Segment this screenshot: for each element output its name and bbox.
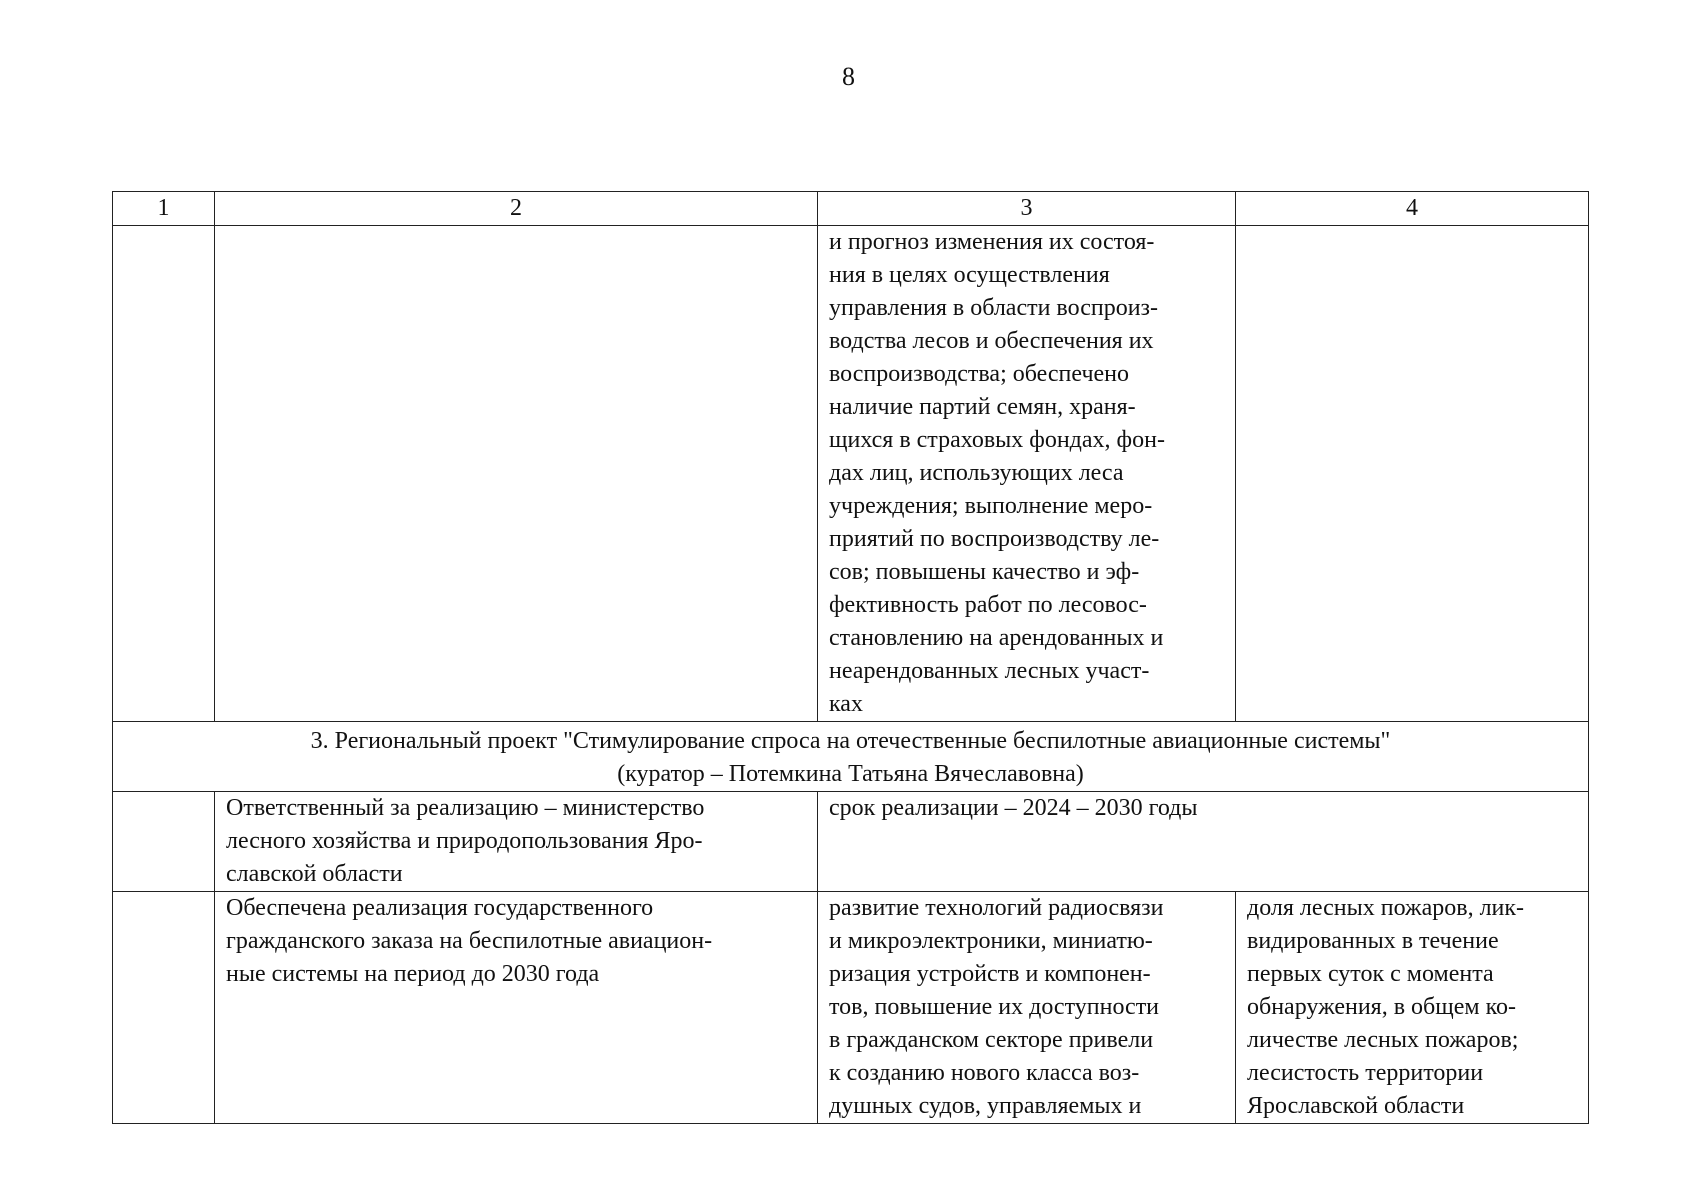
column-header-4: 4 bbox=[1236, 192, 1589, 226]
column-header-3: 3 bbox=[818, 192, 1236, 226]
cell-continuation-col3: и прогноз изменения их состоя- ния в целях осуществления управления в области воспроиз- водства лесов и обеспечения их воспроизводства; обеспечено наличие партий семян, храня- щихся в страховых фондах, фон- дах лиц, использующих леса учреждения; выполнение меро- приятий по воспроизводству ле- сов; повышены качество и эф- фективность работ по лесовос- становлению на арендованных и неарендованных лесных участ- ках bbox=[818, 226, 1236, 722]
cell-result-col4: доля лесных пожаров, лик- видированных в течение первых суток с момента обнаружения, в общем ко- личестве лесных пожаров; лесистость территории Ярославской области bbox=[1236, 892, 1589, 1124]
document-table bbox=[112, 191, 1589, 1124]
page-number: 8 bbox=[842, 62, 855, 91]
cell-responsible-col1 bbox=[113, 792, 215, 892]
cell-continuation-col4 bbox=[1236, 226, 1589, 722]
section-heading-row bbox=[113, 722, 1589, 792]
cell-responsible-col2: Ответственный за реализацию – министерство лесного хозяйства и природопользования Яро- славской области bbox=[215, 792, 818, 892]
cell-continuation-col2 bbox=[215, 226, 818, 722]
section-title: 3. Региональный проект "Стимулирование спроса на отечественные беспилотные авиационные системы" (куратор – Потемкина Татьяна Вячеславовна) bbox=[113, 722, 1589, 792]
cell-result-col2: Обеспечена реализация государственного гражданского заказа на беспилотные авиацион- ные системы на период до 2030 года bbox=[215, 892, 818, 1124]
cell-result-col3: развитие технологий радиосвязи и микроэлектроники, миниатю- ризация устройств и компонен- тов, повышение их доступности в гражданском секторе привели к созданию нового класса воз- душных судов, управляемых и bbox=[818, 892, 1236, 1124]
table-row-responsible bbox=[113, 792, 1589, 892]
column-header-2: 2 bbox=[215, 192, 818, 226]
cell-responsible-deadline: срок реализации – 2024 – 2030 годы bbox=[818, 792, 1589, 892]
table-header-row bbox=[113, 192, 1589, 226]
cell-continuation-col1 bbox=[113, 226, 215, 722]
cell-result-col1 bbox=[113, 892, 215, 1124]
column-header-1: 1 bbox=[113, 192, 215, 226]
table-row-result bbox=[113, 892, 1589, 1124]
table-row-continuation bbox=[113, 226, 1589, 722]
